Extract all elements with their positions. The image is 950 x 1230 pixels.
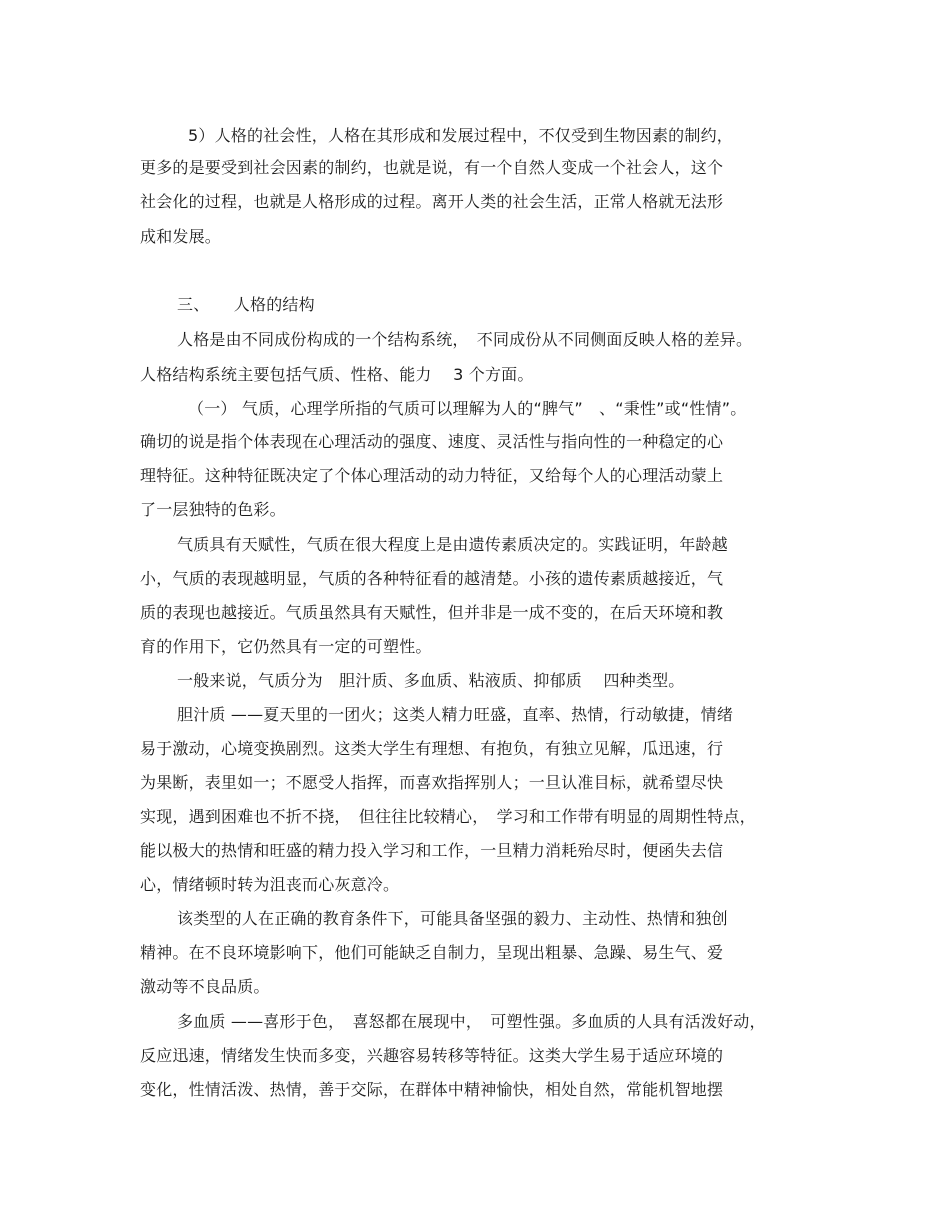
text-line: 为果断，表里如一；不愿受人指挥，而喜欢指挥别人；一旦认准目标，就希望尽快 [140,773,724,792]
text-line: 育的作用下，它仍然具有一定的可塑性。 [140,637,432,656]
text-line: 能以极大的热情和旺盛的精力投入学习和工作，一旦精力消耗殆尽时，便函失去信 [140,841,724,860]
text-line: 气质具有天赋性，气质在很大程度上是由遗传素质决定的。实践证明，年龄越 [177,535,728,554]
text-line: 人格是由不同成份构成的一个结构系统， 不同成份从不同侧面反映人格的差异。 [177,330,753,349]
text-line: 胆汁质 ——夏天里的一团火；这类人精力旺盛，直率、热情，行动敏捷，情绪 [177,705,734,724]
text-line: 社会化的过程，也就是人格形成的过程。离开人类的社会生活，正常人格就无法形 [140,192,724,211]
text-line: 激动等不良品质。 [140,977,270,996]
text-line: 一般来说，气质分为 胆汁质、多血质、粘液质、抑郁质 四种类型。 [177,671,685,690]
text-line: 变化，性情活泼、热情，善于交际，在群体中精神愉快，相处自然，常能机智地摆 [140,1080,724,1099]
text-line: 5）人格的社会性，人格在其形成和发展过程中，不仅受到生物因素的制约， [188,126,733,145]
text-line: 理特征。这种特征既决定了个体心理活动的动力特征，又给每个人的心理活动蒙上 [140,466,724,485]
text-line: 质的表现也越接近。气质虽然具有天赋性，但并非是一成不变的，在后天环境和教 [140,603,724,622]
text-line: 实现，遇到困难也不折不挠， 但往往比较精心， 学习和工作带有明显的周期性特点， [140,807,756,826]
text-line: 成和发展。 [140,227,222,246]
text-line: （一） 气质，心理学所指的气质可以理解为人的“脾气” 、“秉性”或“性情”。 [188,399,747,418]
text-line: 多血质 ——喜形于色， 喜怒都在展现中， 可塑性强。多血质的人具有活泼好动， [177,1012,766,1031]
text-line: 反应迅速，情绪发生快而多变，兴趣容易转移等特征。这类大学生易于适应环境的 [140,1046,724,1065]
text-line: 精神。在不良环境影响下，他们可能缺乏自制力，呈现出粗暴、急躁、易生气、爱 [140,943,724,962]
text-line: 该类型的人在正确的教育条件下，可能具备坚强的毅力、主动性、热情和独创 [177,909,728,928]
text-line: 心，情绪顿时转为沮丧而心灰意冷。 [140,875,400,894]
text-line: 更多的是要受到社会因素的制约，也就是说，有一个自然人变成一个社会人，这个 [140,158,724,177]
text-line: 人格结构系统主要包括气质、性格、能力 3 个方面。 [140,365,534,384]
text-line: 小，气质的表现越明显，气质的各种特征看的越清楚。小孩的遗传素质越接近，气 [140,569,724,588]
text-line: 了一层独特的色彩。 [140,500,286,519]
text-line: 确切的说是指个体表现在心理活动的强度、速度、灵活性与指向性的一种稳定的心 [140,432,724,451]
text-line: 易于激动，心境变换剧烈。这类大学生有理想、有抱负，有独立见解，瓜迅速，行 [140,739,724,758]
section-heading: 三、 人格的结构 [177,295,315,314]
